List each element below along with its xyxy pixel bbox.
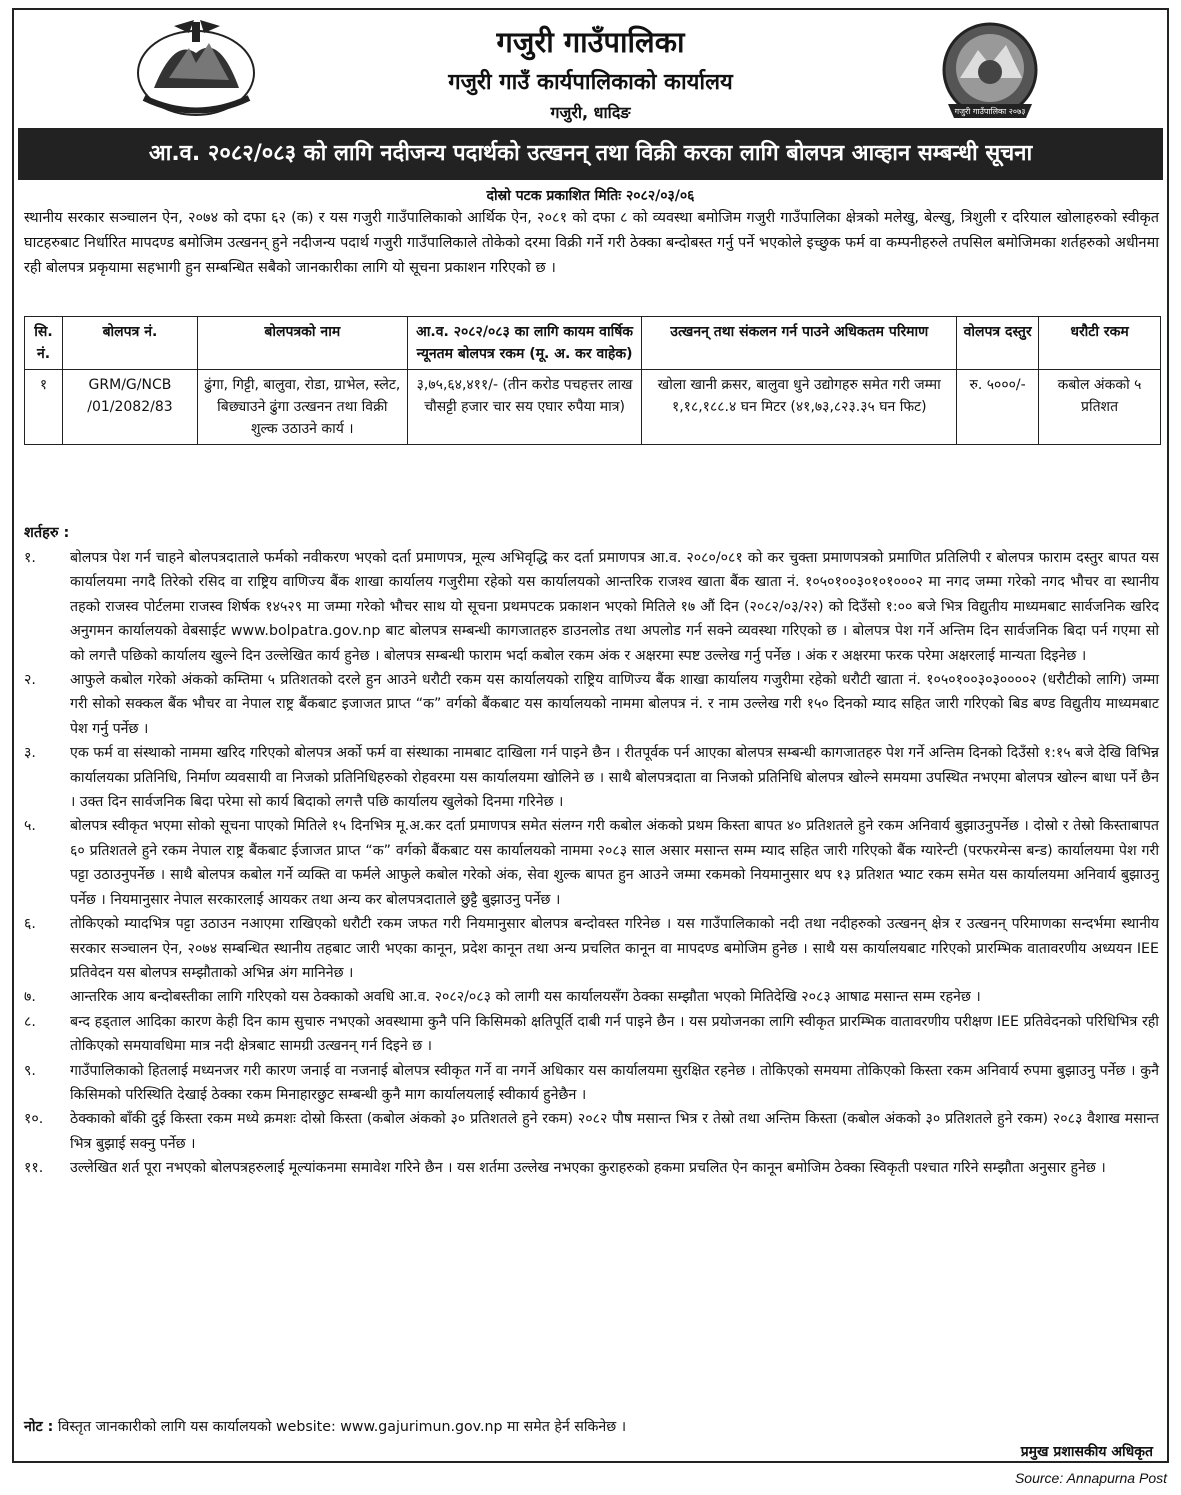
term-item <box>24 912 1159 985</box>
cell-bid-no: GRM/G/NCB /01/2082/83 <box>62 370 197 445</box>
term-number: ६. <box>24 916 36 933</box>
term-item <box>24 1059 1159 1108</box>
term-text: आफुले कबोल गरेको अंकको कम्तिमा ५ प्रतिशतको दरले हुन आउने धरौटी रकम यस कार्यालयको राष्ट्रिय वाणिज्य बैंक शाखा कार्यालय गजुरीमा रहेको धरौटी खाता नं. १०५०१००३०३००००२ (धरौटीको लागि) जम्मा गरी सोको सक्कल बैंक भौचर वा नेपाल राष्ट्र बैंकबाट इजाजत प्राप्त “क” वर्गको बैंकबाट यस कार्यालयको नाममा बोलपत्र नं. र नाम उल्लेख गरी १५० दिनको म्याद सहित जारी गरिएको बिड बण्ड विद्युतीय माध्यमबाट पेश गर्नु पर्नेछ । <box>70 672 1159 737</box>
col-header-fee: वोलपत्र दस्तुर <box>957 317 1039 370</box>
term-text: एक फर्म वा संस्थाको नाममा खरिद गरिएको बोलपत्र अर्को फर्म वा संस्थाका नामबाट दाखिला गर्न पाइने छैन । रीतपूर्वक पर्न आएका बोलपत्र सम्बन्धी कागजातहरु पेश गर्ने अन्तिम दिनको दिउँसो १:१५ बजे देखि विभिन्न कार्यालयका प्रतिनिधि, निर्माण व्यवसायी वा निजको प्रतिनिधिहरुको रोहवरमा यस कार्यालयमा खोलिने छ । साथै बोलपत्रदाता वा निजको प्रतिनिधि बोलपत्र खोल्ने समयमा उपस्थित नभएमा बोलपत्र खोल्न बाधा पर्ने छैन । उक्त दिन सार्वजनिक बिदा परेमा सो कार्य बिदाको लगत्तै पछि कार्यालय खुलेको दिनमा गरिनेछ । <box>70 745 1159 811</box>
term-number: १. <box>24 550 36 566</box>
office-address: गजुरी, धादिङ <box>550 103 631 122</box>
term-item <box>24 741 1159 814</box>
term-item <box>24 1010 1159 1059</box>
cell-sn: १ <box>25 370 63 445</box>
term-item <box>24 985 1159 1009</box>
term-text: आन्तरिक आय बन्दोबस्तीका लागि गरिएको यस ठेक्काको अवधि आ.व. २०८२/०८३ को लागी यस कार्यालयसँग ठेक्का सम्झौता भएको मितिदेखि २०८३ आषाढ मसान्त सम्म रहनेछ । <box>70 989 981 1006</box>
municipality-logo-icon <box>926 20 1054 124</box>
term-item <box>24 1156 1159 1180</box>
term-text: तोकिएको म्यादभित्र पट्टा उठाउन नआएमा राखिएको धरौटी रकम जफत गरी नियमानुसार बोलपत्र बन्दोवस्त गरिनेछ । यस गाउँपालिकाको नदी तथा नदीहरुको उत्खनन् क्षेत्र र उत्खनन् परिमाणका सन्दर्भमा स्थानीय सरकार सञ्चालन ऐन, २०७४ सम्बन्धित स्थानीय तहबाट जारी भएका कानून, प्रदेश कानून तथा अन्य प्रचलित कानून वा मापदण्ड बमोजिम हुनेछ । साथै यस कार्यालयबाट गरिएको प्रारम्भिक वातावरणीय अध्ययन IEE प्रतिवेदन यस बोलपत्र सम्झौताको अभिन्न अंग मानिनेछ । <box>70 916 1159 981</box>
intro-paragraph: स्थानीय सरकार सञ्चालन ऐन, २०७४ को दफा ६२ (क) र यस गजुरी गाउँपालिकाको आर्थिक ऐन, २०८१ को दफा ८ को व्यवस्था बमोजिम गजुरी गाउँपालिका क्षेत्रको मलेखु, बेल्खु, त्रिशुली र दरियाल खोलाहरुको स्वीकृत घाटहरुबाट निर्धारित मापदण्ड बमोजिम उत्खनन् हुने नदीजन्य पदार्थ गजुरी गाउँपालिकाले तोकेको दरमा विक्री गर्ने गरी ठेक्का बन्दोबस्त गर्नु पर्ने भएकोले इच्छुक फर्म वा कम्पनीहरुले तपसिल बमोजिमका शर्तहरुको अधीनमा रही बोलपत्र प्रकृयामा सहभागी हुन सम्बन्धित सबैको जानकारीका लागि यो सूचना प्रकाशन गरिएको छ । <box>24 210 1159 276</box>
office-name: गजुरी गाउँ कार्यपालिकाको कार्यालय <box>448 70 733 95</box>
col-header-bid-no: बोलपत्र नं. <box>62 317 197 370</box>
term-item <box>24 1107 1159 1156</box>
note-line <box>24 1417 1159 1436</box>
cell-bid-name: ढुंगा, गिट्टी, बालुवा, रोडा, ग्राभेल, स्लेट, बिछ्याउने ढुंगा उत्खनन तथा विक्री शुल्क उठाउने कार्य । <box>197 370 407 445</box>
table-header-row <box>25 317 1161 370</box>
term-number: ८. <box>24 1013 36 1030</box>
term-number: १०. <box>24 1111 44 1128</box>
term-item <box>24 546 1159 668</box>
note-text: विस्तृत जानकारीको लागि यस कार्यालयको website: www.gajurimun.gov.np मा समेत हेर्न सकिनेछ । <box>57 1419 627 1435</box>
term-number: ७. <box>24 989 36 1006</box>
terms-heading: शर्तहरु : <box>24 525 70 541</box>
term-text: ठेक्काको बाँकी दुई किस्ता रकम मध्ये क्रमशः दोस्रो किस्ता (कबोल अंकको ३० प्रतिशतले हुने रकम) २०८२ पौष मसान्त भित्र र तेस्रो तथा अन्तिम किस्ता (कबोल अंकको ३० प्रतिशतले हुने रकम) २०८३ वैशाख मसान्त भित्र बुझाई सक्नु पर्नेछ । <box>70 1111 1159 1152</box>
right-logo-text: गजुरी गाउँपालिका २०७३ <box>954 107 1026 116</box>
tender-table <box>24 316 1161 445</box>
term-text: उल्लेखित शर्त पूरा नभएको बोलपत्रहरुलाई मूल्यांकनमा समावेश गरिने छैन । यस शर्तमा उल्लेख नभएका कुराहरुको हकमा प्रचलित ऐन कानून बमोजिम ठेक्का स्विकृती पश्चात गरिने सम्झौता अनुसार हुनेछ । <box>70 1160 1106 1177</box>
col-header-bid-name: बोलपत्रको नाम <box>197 317 407 370</box>
term-number: ९. <box>24 1062 36 1079</box>
term-text: बन्द हड्ताल आदिका कारण केही दिन काम सुचारु नभएको अवस्थामा कुनै पनि किसिमको क्षतिपूर्ति दाबी गर्न पाइने छैन । यस प्रयोजनका लागि स्वीकृत प्रारम्भिक वातावरणीय परीक्षण IEE प्रतिवेदनको परिधिभित्र रही तोकिएको समयावधिमा मात्र नदी क्षेत्रबाट सामग्री उत्खनन् गर्न दिइने छ । <box>70 1013 1159 1055</box>
note-label: नोट : <box>24 1419 54 1435</box>
cell-max-quantity: खोला खानी क्रसर, बालुवा धुने उद्योगहरु समेत गरी जम्मा १,१८,१८८.४ घन मिटर (४१,७३,८२३.३५ घन फिट) <box>642 370 957 445</box>
col-header-sn: सि. नं. <box>25 317 63 370</box>
col-header-min-amount: आ.व. २०८२/०८३ का लागि कायम वार्षिक न्यूनतम बोलपत्र रकम (मू. अ. कर वाहेक) <box>407 317 642 370</box>
publication-date: दोस्रो पटक प्रकाशित मितिः २०८२/०३/०६ <box>486 188 695 204</box>
notice-frame <box>12 8 1169 1463</box>
term-text: बोलपत्र पेश गर्न चाहने बोलपत्रदाताले फर्मको नवीकरण भएको दर्ता प्रमाणपत्र, मूल्य अभिवृद्धि कर दर्ता प्रमाणपत्र आ.व. २०८०/०८१ को कर चुक्ता प्रमाणपत्रको प्रमाणित प्रतिलिपी र बोलपत्र फाराम दस्तुर बापत यस कार्यालयमा नगदै तिरेको रसिद वा राष्ट्रिय वाणिज्य बैंक शाखा कार्यालय गजुरीमा रहेको यस कार्यालयको आन्तरिक राजश्व खाता बैंक खाता नं. १०५०१००३०१०१०००२ मा नगद जम्मा गरेको नगद भौचर वा स्थानीय तहको राजस्व पोर्टलमा राजस्व शिर्षक १४५२९ मा जम्मा गरेको भौचर साथ यो सूचना प्रथमपटक प्रकाशन भएको मितिले १७ औं दिन (२०८२/०३/२२) को दिउँसो १:०० बजे भित्र विद्युतीय माध्यमबाट सार्वजनिक खरिद अनुगमन कार्यालयको वेबसाईट www.bolpatra.gov.np बाट बोलपत्र सम्बन्धी कागजातहरु डाउनलोड तथा अपलोड गर्न सक्ने व्यवस्था गरिएको छ । बोलपत्र पेश गर्ने अन्तिम दिन सार्वजनिक बिदा पर्न गएमा सो को लगत्तै पछिको कार्यालय खुल्ने दिन उल्लेखित कार्य हुनेछ । बोलपत्र सम्बन्धी फाराम भर्दा कबोल रकम अंक र अक्षरमा स्पष्ट उल्लेख गर्नु पर्नेछ । अंक र अक्षरमा फरक परेमा अक्षरलाई मान्यता दिइनेछ । <box>70 550 1159 664</box>
term-number: ५. <box>24 818 36 835</box>
municipality-name: गजुरी गाउँपालिका <box>496 25 685 59</box>
table-row <box>25 370 1161 445</box>
term-item <box>24 814 1159 912</box>
term-number: ३. <box>24 745 36 762</box>
source-credit: Source: Annapurna Post <box>1014 1470 1167 1486</box>
cell-min-amount: ३,७५,६४,४११/- (तीन करोड पचहत्तर लाख चौसट्टी हजार चार सय एघार रुपैया मात्र) <box>407 370 642 445</box>
term-item <box>24 668 1159 741</box>
signature-title: प्रमुख प्रशासकीय अधिकृत <box>1020 1444 1153 1460</box>
term-text: गाउँपालिकाको हितलाई मध्यनजर गरी कारण जनाई वा नजनाई बोलपत्र स्वीकृत गर्ने वा नगर्ने अधिकार यस कार्यालयमा सुरक्षित रहनेछ । तोकिएको समयमा तोकिएको किस्ता रकम अनिवार्य रुपमा बुझाउनु पर्नेछ । कुनै किसिमको परिस्थिति देखाई ठेक्का रकम मिनाहारछुट सम्बन्धी कुनै माग कार्यालयलाई स्वीकार्य हुनेछैन । <box>70 1062 1159 1103</box>
notice-header <box>14 10 1167 128</box>
terms-list <box>24 546 1159 1181</box>
term-text: बोलपत्र स्वीकृत भएमा सोको सूचना पाएको मितिले १५ दिनभित्र मू.अ.कर दर्ता प्रमाणपत्र समेत संलग्न गरी कबोल अंकको प्रथम किस्ता बापत ४० प्रतिशतले हुने रकम अनिवार्य बुझाउनुपर्नेछ । दोस्रो र तेस्रो किस्ताबापत ६० प्रतिशतले हुने रकम नेपाल राष्ट्र बैंकबाट ईजाजत प्राप्त “क” वर्गको बैंकबाट यस कार्यालयको नाममा २०८३ साल असार मसान्त सम्म म्याद सहित जारी गरिएको बैंक ग्यारेन्टी (परफरमेन्स बन्ड) कार्यालयमा पेश गरी पट्टा उठाउनुपर्नेछ । साथै बोलपत्र कबोल गर्ने व्यक्ति वा फर्मले आफुले कबोल गरेको अंक, सेवा शुल्क बापत हुन आउने जम्मा रकमको नियमानुसार थप १३ प्रतिशत भ्याट रकम समेत यस कार्यालयमा अनिवार्य बुझाउनु पर्नेछ । नियमानुसार नेपाल सरकारलाई आयकर तथा अन्य कर बोलपत्रदाताले छुट्टै बुझाउनु पर्नेछ । <box>70 818 1159 908</box>
col-header-deposit: धरौटी रकम <box>1039 317 1161 370</box>
col-header-max-quantity: उत्खनन् तथा संकलन गर्न पाउने अधिकतम परिमाण <box>642 317 957 370</box>
cell-deposit: कबोल अंकको ५ प्रतिशत <box>1039 370 1161 445</box>
cell-fee: रु. ५०००/- <box>957 370 1039 445</box>
term-number: ११. <box>24 1160 44 1177</box>
term-number: २. <box>24 672 36 689</box>
notice-title-banner: आ.व. २०८२/०८३ को लागि नदीजन्य पदार्थको उत्खनन् तथा विक्री करका लागि बोलपत्र आव्हान सम्बन्धी सूचना <box>18 128 1163 180</box>
